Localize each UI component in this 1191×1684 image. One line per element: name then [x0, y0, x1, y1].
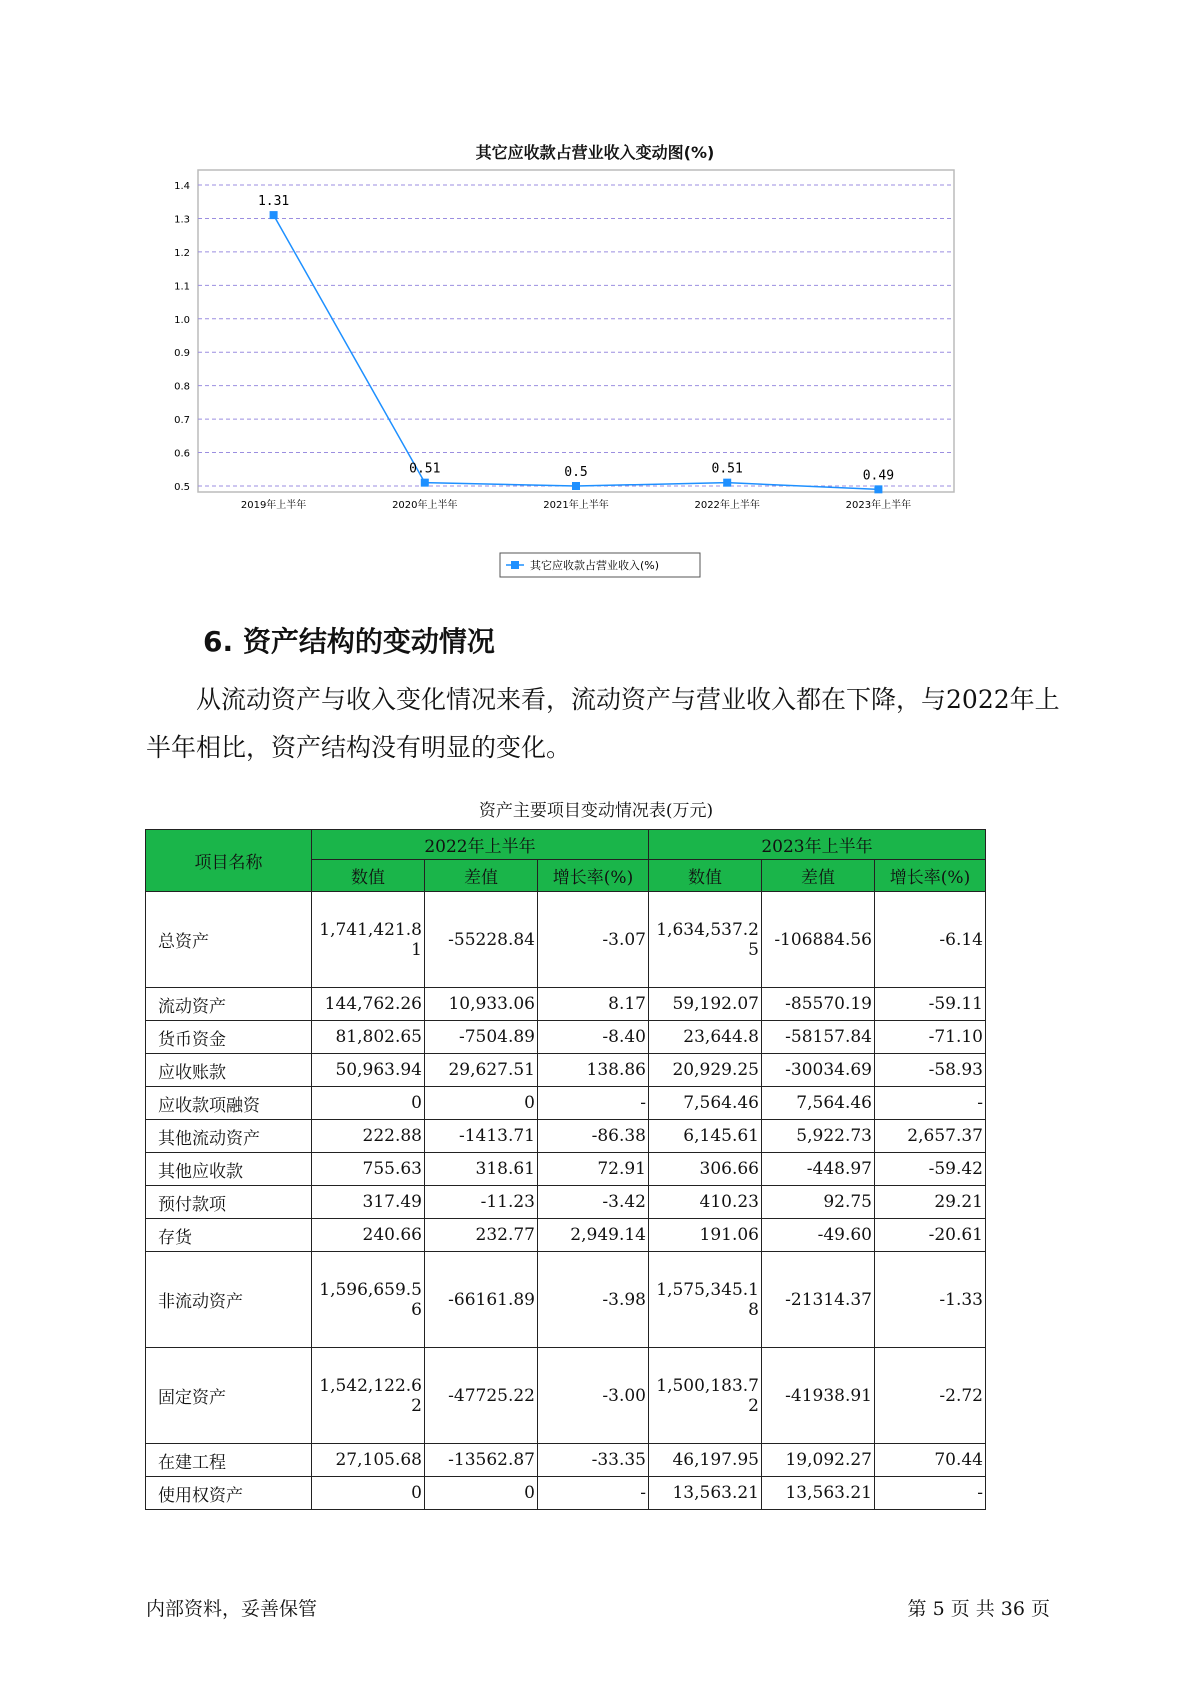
- table-row: [146, 1444, 986, 1477]
- data-point: [421, 479, 429, 487]
- table-cell: 20,929.25: [649, 1054, 762, 1087]
- subheader-4: 差值: [762, 860, 875, 892]
- row-name: 总资产: [146, 892, 312, 988]
- data-point: [572, 482, 580, 490]
- table-cell: 144,762.26: [312, 988, 425, 1021]
- table-cell: -1.33: [875, 1252, 986, 1348]
- row-name: 其他应收款: [146, 1153, 312, 1186]
- header-item-name: 项目名称: [146, 830, 312, 892]
- table-cell: 7,564.46: [649, 1087, 762, 1120]
- table-cell: 755.63: [312, 1153, 425, 1186]
- subheader-0: 数值: [312, 860, 425, 892]
- table-cell: -59.11: [875, 988, 986, 1021]
- row-name: 在建工程: [146, 1444, 312, 1477]
- table-row: [146, 1087, 986, 1120]
- table-cell: -59.42: [875, 1153, 986, 1186]
- table-row: [146, 988, 986, 1021]
- table-cell: -8.40: [538, 1021, 649, 1054]
- table-cell: -47725.22: [425, 1348, 538, 1444]
- table-cell: -7504.89: [425, 1021, 538, 1054]
- row-name: 固定资产: [146, 1348, 312, 1444]
- table-cell: -106884.56: [762, 892, 875, 988]
- subheader-1: 差值: [425, 860, 538, 892]
- table-cell: -20.61: [875, 1219, 986, 1252]
- table-cell: -85570.19: [762, 988, 875, 1021]
- table-cell: -13562.87: [425, 1444, 538, 1477]
- table-cell: 0: [425, 1087, 538, 1120]
- row-name: 流动资产: [146, 988, 312, 1021]
- table-cell: 7,564.46: [762, 1087, 875, 1120]
- table-cell: -3.00: [538, 1348, 649, 1444]
- header-group-2022: 2022年上半年: [312, 830, 649, 860]
- header-group-2023: 2023年上半年: [649, 830, 986, 860]
- x-tick-label: 2019年上半年: [240, 500, 307, 511]
- y-tick-label: 0.9: [174, 348, 190, 360]
- legend-label: 其它应收款占营业收入(%): [530, 559, 660, 572]
- data-label: 0.5: [564, 465, 588, 480]
- section-heading: 6. 资产结构的变动情况: [203, 625, 495, 658]
- table-cell: 0: [312, 1087, 425, 1120]
- table-cell: -: [875, 1087, 986, 1120]
- table-cell: -58157.84: [762, 1021, 875, 1054]
- data-label: 0.51: [409, 461, 441, 477]
- table-cell: -86.38: [538, 1120, 649, 1153]
- table-cell: 1,596,659.56: [312, 1252, 425, 1348]
- table-cell: -58.93: [875, 1054, 986, 1087]
- data-point: [874, 485, 882, 493]
- table-cell: -3.42: [538, 1186, 649, 1219]
- table-row: [146, 1021, 986, 1054]
- table-cell: -3.98: [538, 1252, 649, 1348]
- table-caption: 资产主要项目变动情况表(万元): [478, 801, 714, 821]
- table-cell: -49.60: [762, 1219, 875, 1252]
- table-cell: 29.21: [875, 1186, 986, 1219]
- table-cell: -: [538, 1087, 649, 1120]
- table-row: [146, 1153, 986, 1186]
- table-cell: 70.44: [875, 1444, 986, 1477]
- table-cell: 317.49: [312, 1186, 425, 1219]
- table-cell: 1,741,421.81: [312, 892, 425, 988]
- table-cell: -: [875, 1477, 986, 1510]
- table-row: [146, 1252, 986, 1348]
- asset-change-table: [145, 829, 986, 1510]
- table-cell: 8.17: [538, 988, 649, 1021]
- x-tick-label: 2022年上半年: [694, 500, 760, 511]
- x-tick-label: 2023年上半年: [845, 500, 912, 511]
- x-tick-label: 2021年上半年: [543, 500, 609, 511]
- row-name: 使用权资产: [146, 1477, 312, 1510]
- table-cell: 306.66: [649, 1153, 762, 1186]
- table-cell: 222.88: [312, 1120, 425, 1153]
- table-row: [146, 1219, 986, 1252]
- table-row: [146, 1348, 986, 1444]
- subheader-2: 增长率(%): [538, 860, 649, 892]
- table-cell: 318.61: [425, 1153, 538, 1186]
- data-point: [723, 479, 731, 487]
- table-cell: 23,644.8: [649, 1021, 762, 1054]
- row-name: 其他流动资产: [146, 1120, 312, 1153]
- table-cell: 5,922.73: [762, 1120, 875, 1153]
- table-cell: -66161.89: [425, 1252, 538, 1348]
- table-cell: -11.23: [425, 1186, 538, 1219]
- table-cell: 50,963.94: [312, 1054, 425, 1087]
- y-tick-label: 1.0: [174, 314, 190, 326]
- table-cell: 240.66: [312, 1219, 425, 1252]
- table-cell: 410.23: [649, 1186, 762, 1219]
- table-row: [146, 1477, 986, 1510]
- table-cell: 138.86: [538, 1054, 649, 1087]
- table-cell: -71.10: [875, 1021, 986, 1054]
- y-tick-label: 1.1: [174, 281, 190, 293]
- subheader-3: 数值: [649, 860, 762, 892]
- table-cell: -21314.37: [762, 1252, 875, 1348]
- data-label: 0.51: [711, 461, 743, 477]
- footer-note: 内部资料，妥善保管: [146, 1598, 318, 1620]
- table-cell: 1,575,345.18: [649, 1252, 762, 1348]
- y-tick-label: 1.4: [174, 181, 190, 192]
- y-tick-label: 0.7: [174, 415, 190, 427]
- table-cell: 191.06: [649, 1219, 762, 1252]
- table-row: [146, 1120, 986, 1153]
- table-cell: 46,197.95: [649, 1444, 762, 1477]
- table-row: [146, 1054, 986, 1087]
- table-cell: 0: [312, 1477, 425, 1510]
- table-cell: 10,933.06: [425, 988, 538, 1021]
- row-name: 预付款项: [146, 1186, 312, 1219]
- chart-title: 其它应收款占营业收入变动图(%): [475, 143, 715, 162]
- table-cell: 232.77: [425, 1219, 538, 1252]
- subheader-5: 增长率(%): [875, 860, 986, 892]
- line-chart: [160, 168, 1020, 598]
- table-cell: 0: [425, 1477, 538, 1510]
- y-tick-label: 0.8: [174, 381, 190, 393]
- table-cell: -6.14: [875, 892, 986, 988]
- table-cell: 92.75: [762, 1186, 875, 1219]
- body-paragraph: 从流动资产与收入变化情况来看，流动资产与营业收入都在下降，与2022年上半年相比，资产结构没有明显的变化。: [146, 685, 1060, 762]
- table-cell: 2,657.37: [875, 1120, 986, 1153]
- table-cell: 1,542,122.62: [312, 1348, 425, 1444]
- row-name: 应收款项融资: [146, 1087, 312, 1120]
- y-tick-label: 0.5: [174, 482, 190, 493]
- row-name: 非流动资产: [146, 1252, 312, 1348]
- table-cell: 1,634,537.25: [649, 892, 762, 988]
- y-tick-label: 1.2: [174, 247, 190, 259]
- y-tick-label: 0.6: [174, 448, 190, 460]
- table-cell: 81,802.65: [312, 1021, 425, 1054]
- table-cell: -33.35: [538, 1444, 649, 1477]
- y-tick-label: 1.3: [174, 214, 190, 226]
- table-row: [146, 1186, 986, 1219]
- table-cell: 13,563.21: [762, 1477, 875, 1510]
- table-cell: 27,105.68: [312, 1444, 425, 1477]
- table-cell: 2,949.14: [538, 1219, 649, 1252]
- table-cell: -41938.91: [762, 1348, 875, 1444]
- table-cell: -55228.84: [425, 892, 538, 988]
- data-point: [270, 211, 278, 219]
- x-tick-label: 2020年上半年: [392, 500, 458, 511]
- table-cell: -30034.69: [762, 1054, 875, 1087]
- table-cell: 6,145.61: [649, 1120, 762, 1153]
- row-name: 应收账款: [146, 1054, 312, 1087]
- table-cell: 59,192.07: [649, 988, 762, 1021]
- table-cell: -1413.71: [425, 1120, 538, 1153]
- legend-marker: [511, 561, 519, 569]
- table-cell: 72.91: [538, 1153, 649, 1186]
- table-cell: -2.72: [875, 1348, 986, 1444]
- page-number: 第 5 页 共 36 页: [907, 1598, 1050, 1620]
- table-cell: -: [538, 1477, 649, 1510]
- table-cell: 1,500,183.72: [649, 1348, 762, 1444]
- table-cell: 29,627.51: [425, 1054, 538, 1087]
- table-cell: 19,092.27: [762, 1444, 875, 1477]
- data-label: 1.31: [257, 194, 290, 210]
- table-row: [146, 892, 986, 988]
- table-cell: 13,563.21: [649, 1477, 762, 1510]
- table-cell: -3.07: [538, 892, 649, 988]
- data-label: 0.49: [862, 468, 895, 484]
- table-cell: -448.97: [762, 1153, 875, 1186]
- row-name: 存货: [146, 1219, 312, 1252]
- row-name: 货币资金: [146, 1021, 312, 1054]
